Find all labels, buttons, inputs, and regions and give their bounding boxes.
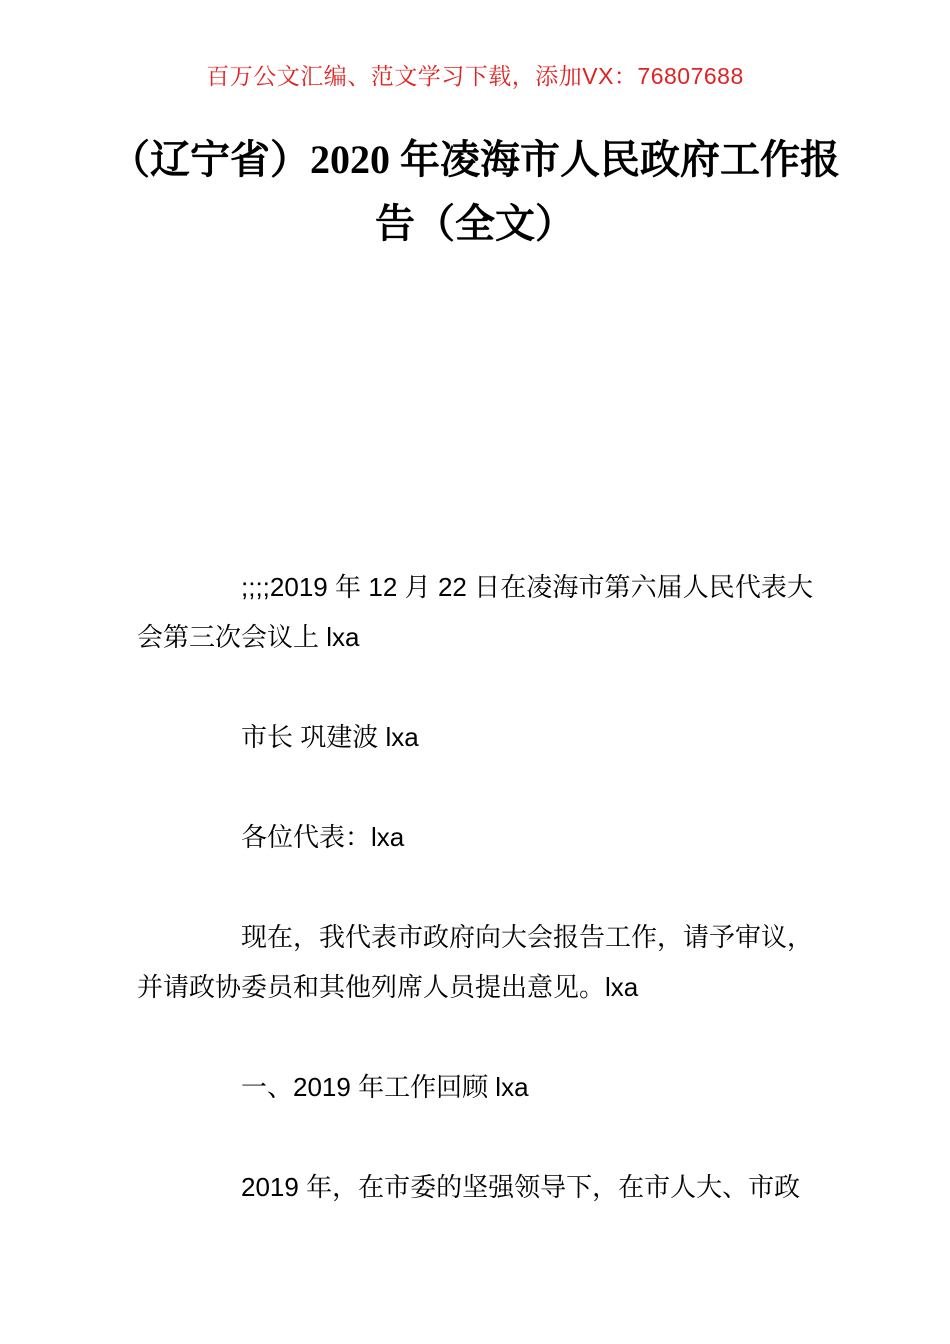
paragraph-salutation: 各位代表：lxa xyxy=(241,822,405,852)
paragraph-section-heading: 一、2019 年工作回顾 lxa xyxy=(241,1072,529,1102)
promo-notice: 百万公文汇编、范文学习下载，添加VX：76807688 xyxy=(206,63,744,89)
paragraph-review-opening: 2019 年，在市委的坚强领导下，在市人大、市政 xyxy=(241,1172,801,1202)
document-body xyxy=(137,256,813,1212)
paragraph-meeting-info: ;;;;2019 年 12 月 22 日在凌海市第六届人民代表大会第三次会议上 lxa xyxy=(137,572,813,652)
paragraph-report-intro: 现在，我代表市政府向大会报告工作，请予审议，并请政协委员和其他列席人员提出意见。lxa xyxy=(137,922,814,1002)
paragraph-mayor-byline: 市长 巩建波 lxa xyxy=(241,722,419,752)
document-title: （辽宁省）2020 年凌海市人民政府工作报告（全文） xyxy=(110,137,840,246)
